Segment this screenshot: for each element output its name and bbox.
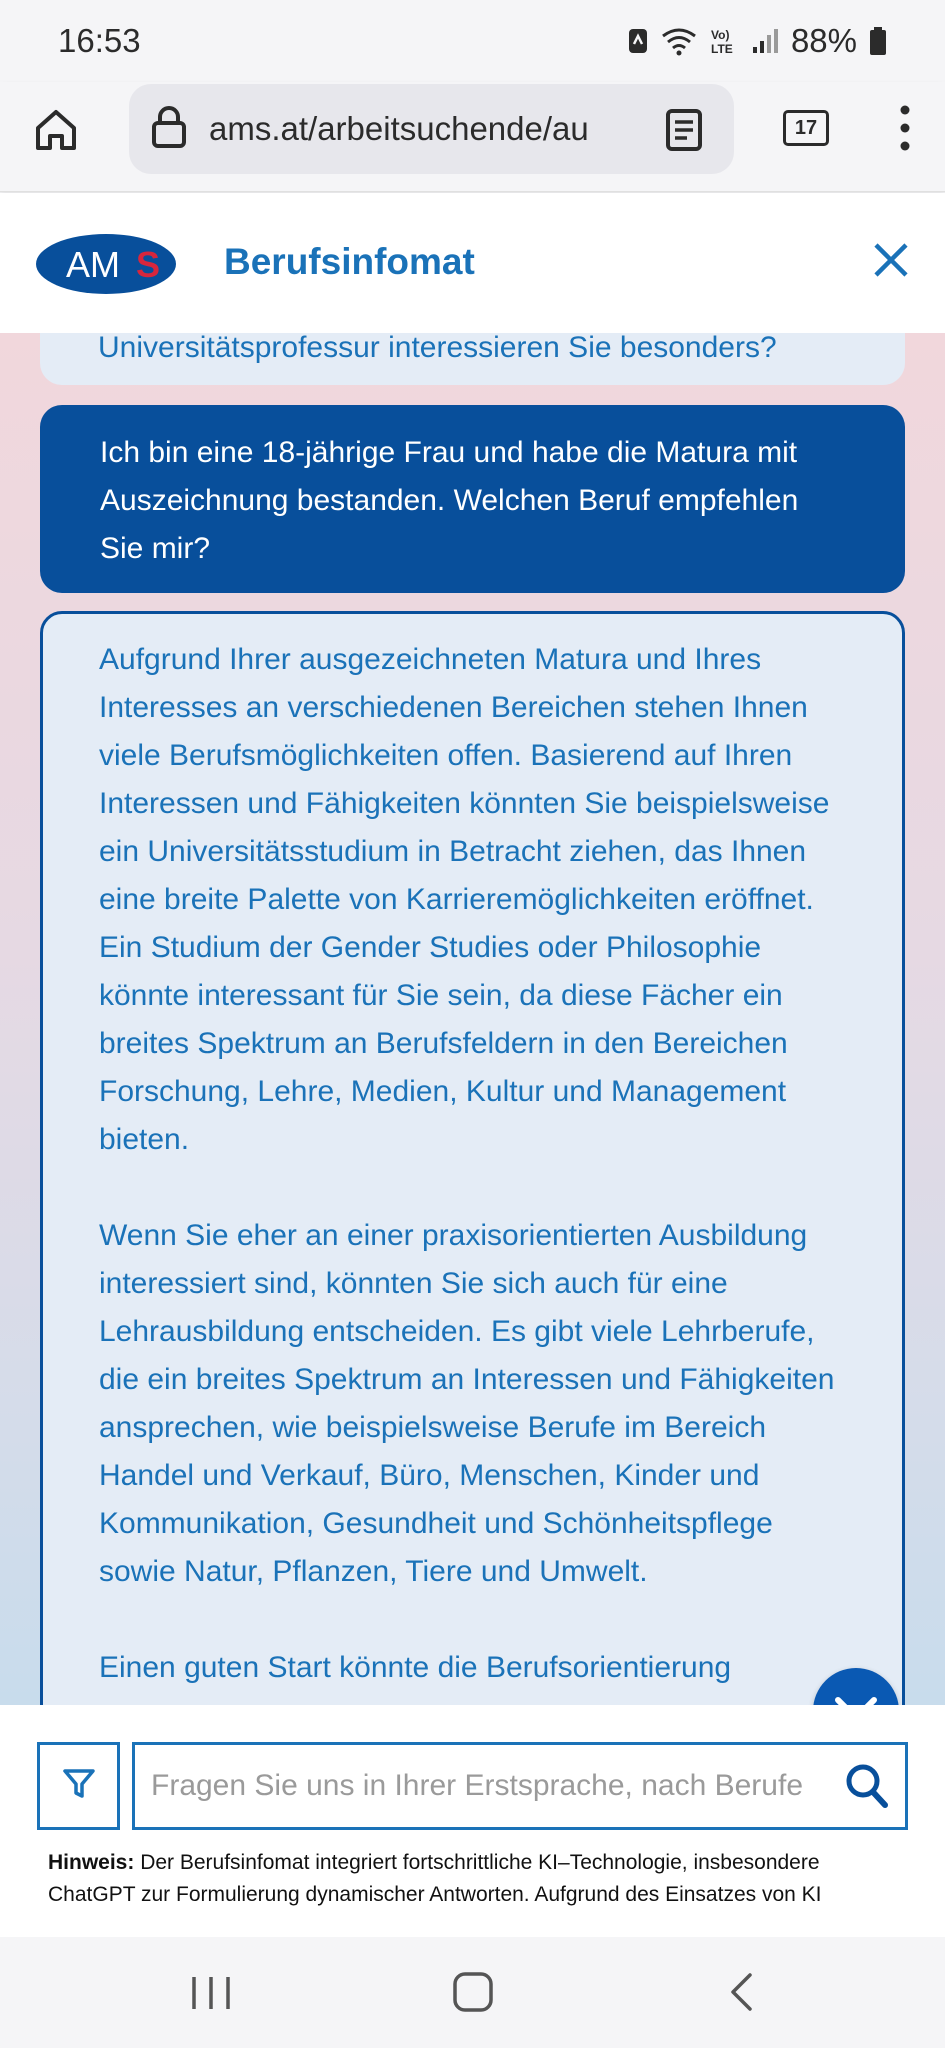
home-icon [32,106,80,159]
battery-icon [869,26,887,56]
previous-bot-message: Universitätsprofessur interessieren Sie besonders? [40,333,905,385]
home-nav-icon[interactable] [452,1971,494,2018]
user-message: Ich bin eine 18-jährige Frau und habe die Matura mit Auszeichnung bestanden. Welchen Beruf empfehlen Sie mir? [40,405,905,593]
status-time: 16:53 [58,22,141,59]
disclaimer-text [48,1847,908,1907]
logo-text-am: AM [66,244,120,285]
close-button[interactable] [866,235,916,285]
svg-text:Vo): Vo) [710,28,730,42]
back-icon[interactable] [728,1971,754,2018]
tabs-counter-button[interactable]: 17 [783,110,829,146]
bot-paragraph: Einen guten Start könnte die Berufsorientierung [99,1651,732,1684]
browser-toolbar [0,82,945,192]
status-bar [0,0,945,82]
disclaimer-body: Der Berufsinfomat integriert fortschrittliche KI–Technologie, insbesondere ChatGPT zur Formulierung dynamischer Antworten. Aufgrund des Einsatzes von KI [48,1851,822,1906]
filter-icon [62,1767,96,1806]
volte-icon [709,26,739,56]
close-icon [866,272,916,289]
disclaimer-label: Hinweis: [48,1851,135,1874]
battery-text: 88% [790,22,857,59]
more-vert-icon [899,105,911,156]
question-field [132,1742,908,1830]
logo-text-s: S [136,244,161,285]
chat-history[interactable] [0,333,945,1705]
reader-mode-icon[interactable] [666,109,702,156]
address-bar[interactable] [129,84,734,174]
question-input[interactable] [135,1746,815,1826]
signal-icon [751,27,779,55]
wifi-icon [661,26,697,56]
filter-button[interactable] [37,1742,120,1830]
url-text: ams.at/arbeitsuchende/au [209,110,589,147]
bot-paragraph: Aufgrund Ihrer ausgezeichneten Matura und Ihres Interesses an verschiedenen Bereichen stehen Ihnen viele Berufsmöglichkeiten offen. Basierend auf Ihren Interessen und Fähigkeiten könnten Sie beispielsweise ein Universitätsstudium in Betracht ziehen, das Ihnen eine breite Palette von Karrieremöglichkeiten eröffnet. Ein Studium der Gender Studies oder Philosophie könnte interessant für Sie sein, da diese Fächer ein breites Spektrum an Berufsfeldern in den Bereichen Forschung, Lehre, Medien, Kultur und Management bieten. [99,643,830,1156]
browser-home-button[interactable] [28,104,84,160]
page-title: Berufsinfomat [224,241,475,282]
bot-message [40,611,905,1705]
nfc-icon [627,27,649,55]
recents-icon[interactable] [188,1973,234,2018]
status-icons [627,22,887,60]
input-panel [0,1705,945,1937]
app-header [0,193,945,333]
bot-paragraph: Wenn Sie eher an einer praxisorientierten Ausbildung interessiert sind, könnten Sie sich auch für eine Lehrausbildung entscheiden. Es gibt viele Lehrberufe, die ein breites Spektrum an Interessen und Fähigkeiten ansprechen, wie beispielsweise Berufe im Bereich Handel und Verkauf, Büro, Menschen, Kinder und Kommunikation, Gesundheit und Schönheitspflege sowie Natur, Pflanzen, Tiere und Umwelt. [99,1219,835,1588]
system-nav-bar [0,1937,945,2048]
svg-text:LTE: LTE [710,42,733,56]
ams-logo [36,233,176,300]
lock-icon [151,105,187,154]
search-icon[interactable] [845,1763,889,1814]
browser-menu-button[interactable] [890,102,920,158]
